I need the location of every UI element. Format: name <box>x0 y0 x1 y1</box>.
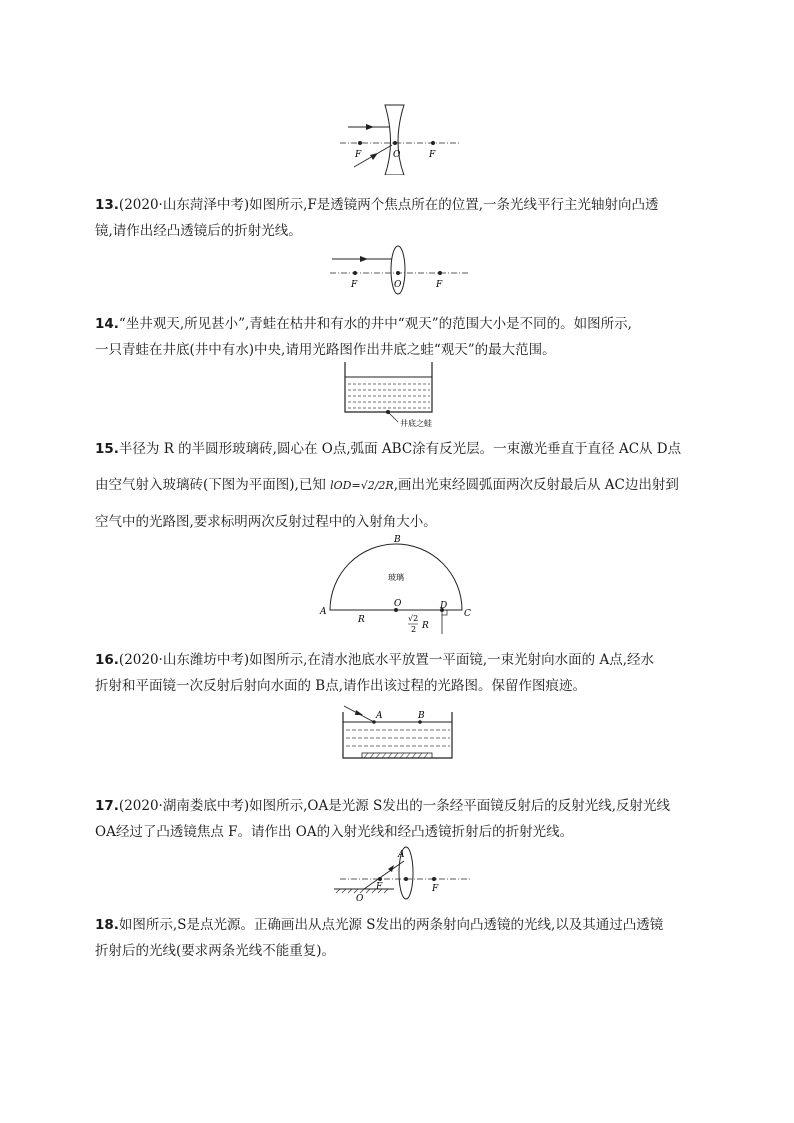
question-text: “坐井观天,所见甚小”,青蛙在枯井和有水的井中“观天”的范围大小是不同的。如图所示, <box>118 316 632 332</box>
figure-convex-lens <box>330 245 470 295</box>
question-text: 如图所示,S是点光源。正确画出从点光源 S发出的两条射向凸透镜的光线,以及其通过凸透镜 <box>118 917 664 933</box>
question-15 <box>95 431 705 540</box>
question-14 <box>95 311 705 363</box>
question-text: (2020·山东菏泽中考)如图所示,F是透镜两个焦点所在的位置,一条光线平行主光轴射向凸透 <box>118 197 659 213</box>
label-B: B <box>394 535 401 545</box>
question-16 <box>95 647 705 699</box>
label-O: O <box>394 599 402 609</box>
label-F-left: F <box>351 280 358 290</box>
question-number: 18. <box>95 917 119 933</box>
question-text: ,画出光束经圆弧面两次反射最后从 AC边出射到 <box>393 477 679 493</box>
label-O: O <box>394 280 402 290</box>
question-17 <box>95 793 705 845</box>
question-text: 折射后的光线(要求两条光线不能重复)。 <box>95 943 336 959</box>
label-C: C <box>464 609 471 619</box>
label-A: A <box>398 850 405 860</box>
label-F-left: F <box>376 882 383 892</box>
label-A: A <box>376 711 383 721</box>
label-O: O <box>356 894 364 903</box>
question-text: 折射和平面镜一次反射后射向水面的 B点,请作出该过程的光路图。保留作图痕迹。 <box>95 678 587 694</box>
question-text: 由空气射入玻璃砖(下图为平面图),已知 <box>95 477 331 493</box>
question-18 <box>95 912 705 964</box>
label-A: A <box>320 607 327 617</box>
question-number: 16. <box>95 652 119 668</box>
label-B: B <box>418 711 425 721</box>
question-text: (2020·山东潍坊中考)如图所示,在清水池底水平放置一平面镜,一束光射向水面的 A点,经水 <box>118 652 655 668</box>
label-R: R <box>358 615 365 625</box>
label-D: D <box>440 601 448 611</box>
sqrt2-label: √2 <box>408 614 419 623</box>
label-F-right: F <box>432 884 439 894</box>
formula: lOD=√2/2R <box>330 479 394 492</box>
question-text: 一只青蛙在井底(井中有水)中央,请用光路图作出井底之蛙“观天”的最大范围。 <box>95 342 556 358</box>
question-number: 13. <box>95 197 119 213</box>
denominator-label: 2 <box>411 625 417 634</box>
frog-label: 井底之蛙 <box>400 419 432 428</box>
label-F-right: F <box>429 150 436 160</box>
question-13 <box>95 192 705 244</box>
question-text: 空气中的光路图,要求标明两次反射过程中的入射角大小。 <box>95 514 437 530</box>
question-text: OA经过了凸透镜焦点 F。请作出 OA的入射光线和经凸透镜折射后的折射光线。 <box>95 824 574 840</box>
figure-semicircle-glass <box>316 530 476 638</box>
figure-pool-mirror <box>338 702 458 764</box>
question-text: 半径为 R 的半圆形玻璃砖,圆心在 O点,弧面 ABC涂有反光层。一束激光垂直于直径 AC从 D点 <box>118 441 682 457</box>
question-number: 15. <box>95 441 119 457</box>
question-number: 14. <box>95 316 119 332</box>
figure-well <box>340 362 470 430</box>
label-R-small: R <box>422 621 429 631</box>
label-F-right: F <box>436 280 443 290</box>
figure-mirror-convex-lens <box>330 843 470 903</box>
question-text: 镜,请作出经凸透镜后的折射光线。 <box>95 223 302 239</box>
label-F-left: F <box>355 150 362 160</box>
question-text: (2020·湖南娄底中考)如图所示,OA是光源 S发出的一条经平面镜反射后的反射光线,反射光线 <box>118 798 671 814</box>
label-O: O <box>393 150 401 160</box>
glass-label: 玻璃 <box>388 573 404 582</box>
question-number: 17. <box>95 798 119 814</box>
figure-concave-lens <box>340 95 460 175</box>
